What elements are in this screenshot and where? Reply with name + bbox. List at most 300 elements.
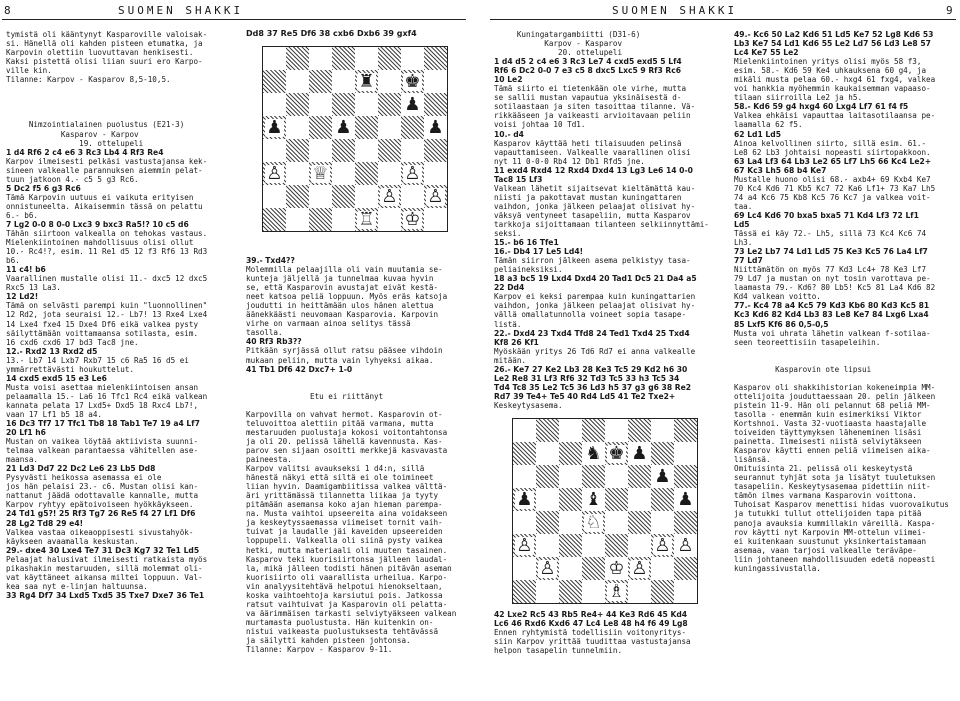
text-line: telmaa valkean parantaessa vähitellen ase- — [6, 446, 199, 456]
board-square — [536, 465, 559, 488]
board-square — [536, 534, 559, 557]
board-square — [309, 185, 332, 208]
board-square — [286, 208, 309, 231]
text-line: Karpov valitsi avaukseksi 1 d4:n, sillä — [246, 464, 425, 474]
text-line: 58.- Kd6 59 g4 hxg4 60 Lxg4 Lf7 61 f4 f5 — [734, 102, 909, 112]
text-line: tilaan siirroilla Le2 ja h5. — [734, 93, 863, 103]
text-line: Mustalle huono olisi 68.- axb4+ 69 Kxb4 Ke7 — [734, 174, 931, 184]
chess-piece-icon: ♙ — [381, 185, 398, 207]
board-square — [582, 488, 605, 511]
board-square — [263, 116, 286, 139]
chess-piece-icon: ♟ — [516, 488, 533, 510]
board-square — [378, 139, 401, 162]
text-line: Karpov - Kasparov — [494, 39, 623, 49]
text-line: parov sen sijaan osoitti merkkejä kasvavasta — [246, 445, 448, 455]
text-line: Pelaajat halusivat ilmeisesti ratkaista myös — [6, 554, 208, 564]
text-line: tasolla. — [246, 328, 283, 338]
text-line: 26.- Ke7 27 Ke2 Lb3 28 Ke3 Tc5 29 Kd2 h6 30 — [494, 364, 688, 374]
text-line: rov käytti nyt Karpovin MM-ottelun viimei- — [734, 527, 927, 537]
text-line: se, että Kasparovin avustajat eivät kestä- — [246, 283, 439, 293]
chess-piece-icon: ♙ — [631, 557, 648, 579]
text-line: säilyttämään voittamaansa sotilasta, esim. — [6, 328, 199, 338]
text-line: Lb3 Ke7 54 Ld1 Kd6 55 Le2 Ld7 56 Ld3 Le8 57 — [734, 39, 931, 49]
text-line: rikkääseen ja vaikeasti arvioitavaan peliin — [494, 111, 691, 121]
right-page-number: 9 — [946, 4, 956, 17]
text-line — [734, 356, 958, 365]
board-square — [424, 93, 447, 116]
board-square — [559, 442, 582, 465]
chess-piece-icon: ♟ — [677, 488, 694, 510]
chess-piece-icon: ♘ — [585, 511, 602, 533]
text-line: hetki, mutta materiaali oli muuten tasainen. — [246, 545, 448, 555]
text-line: seksi. — [494, 229, 522, 239]
text-line: se sallii mustan vapautua yksinäisestä d- — [494, 93, 682, 103]
text-line: liian hyvin. Daamigambiitissa valkea välttä- — [246, 482, 448, 492]
board-square — [674, 419, 697, 442]
board-square — [401, 93, 424, 116]
board-square — [582, 419, 605, 442]
left-page-title: SUOMEN SHAKKI — [118, 4, 244, 17]
text-line: Kasparov oli shakkihistorian kokeneimpia MM- — [734, 382, 936, 392]
text-line: vin analyysitehtävä helpotui hienokseltaan, — [246, 581, 443, 591]
board-square — [559, 511, 582, 534]
board-square — [424, 208, 447, 231]
board-square — [628, 419, 651, 442]
text-line: taa. — [734, 201, 753, 211]
board-square — [674, 557, 697, 580]
text-line: b6. — [6, 256, 20, 266]
text-line: na. Musta vaihtoi upseereita aina voidakseen — [246, 509, 448, 519]
text-line: Niittämätön on myös 77 Kd3 Lc4+ 78 Ke3 Lf7 — [734, 265, 927, 275]
text-line: virhe on varmaan ainoa selitys tässä — [246, 319, 411, 329]
text-line: ville kin. — [6, 66, 52, 76]
board-square — [263, 185, 286, 208]
left-page-number: 8 — [4, 4, 14, 17]
text-line: siin Karpov yrittää tuudittaa vastustajansa — [494, 637, 691, 647]
text-line: nyt 11 0-0-0 Rb4 12 Db1 Rfd5 jne. — [494, 156, 645, 166]
chess-piece-icon: ♜ — [358, 70, 375, 92]
board-square — [628, 465, 651, 488]
text-line: Kaksi pistettä olisi liian suuri ero Karpo- — [6, 57, 203, 67]
chess-piece-icon: ♙ — [539, 557, 556, 579]
board-square — [513, 442, 536, 465]
board-square — [628, 488, 651, 511]
text-line — [246, 374, 476, 383]
chess-piece-icon: ♙ — [404, 162, 421, 184]
board-square — [401, 139, 424, 162]
text-line: Tilanne: Karpov - Kasparov 9-11. — [246, 645, 393, 655]
text-line: ja tutukki tullut ottelijoiden tapa pitää — [734, 509, 922, 519]
text-line: vaihdon, jonka jälkeen pelaajat olisivat hy- — [494, 201, 696, 211]
chess-piece-icon: ♝ — [585, 488, 602, 510]
board-square — [628, 442, 651, 465]
column-3-lower-text — [494, 610, 722, 655]
column-3-text — [494, 30, 722, 410]
text-line: 73 Le2 Lb7 74 Ld1 Ld5 75 Ke3 Kc5 76 La4 Lf7 — [734, 247, 928, 257]
text-line: tarkkoja sijoittamaan tilanteen selkiinnyttämi- — [494, 219, 709, 229]
text-line: 70 Kc4 Kd6 71 Kb5 Kc7 72 Ka6 Lf1+ 73 Ka7 Lh5 — [734, 183, 936, 193]
text-line: Tämä on selvästi parempi kuin "luonnollinen" — [6, 301, 208, 311]
board-square — [424, 70, 447, 93]
text-line: 14 Lxe4 fxe4 15 Dxe4 Df6 eikä valkea pysty — [6, 319, 199, 329]
text-line — [734, 374, 958, 383]
text-line: asemaa, vaan tarjosi valkealle teräväpe- — [734, 545, 917, 555]
text-line: tämön ilmes varmana Kasparovin voittona. — [734, 491, 917, 501]
board-square — [309, 208, 332, 231]
board-square — [378, 185, 401, 208]
chess-piece-icon: ♟ — [631, 442, 648, 464]
chess-piece-icon: ♞ — [585, 442, 602, 464]
board-square — [286, 162, 309, 185]
text-line: kuorisiirto oli vaarallista urheilua. Karpo- — [246, 572, 448, 582]
board-square — [309, 139, 332, 162]
chess-piece-icon: ♟ — [427, 116, 444, 138]
board-square — [605, 488, 628, 511]
board-square — [286, 139, 309, 162]
text-line: peliaineksiksi. — [494, 265, 563, 275]
text-line: kea saa nyt e-linjan haltuunsa. — [6, 581, 148, 591]
text-line: si. Hänellä oli kahden pisteen etumatka, ja — [6, 39, 203, 49]
right-column-text — [734, 30, 958, 573]
text-line: lisänsä. — [734, 455, 771, 465]
text-line: 79 Ld7 ja mustan on nyt tosin varottava pe- — [734, 274, 931, 284]
text-line: 63 La4 Lf3 64 Lb3 Le2 65 Lf7 Lh5 66 Kc4 Le2+ — [734, 156, 932, 166]
text-line: 22.- Dxd4 23 Txd4 Tfd8 24 Ted1 Txd4 25 Txd4 — [494, 328, 690, 338]
text-line: 33 Rg4 Df7 34 Lxd5 Txd5 35 Txe7 Dxe7 36 Te1 — [6, 590, 205, 600]
board-square — [536, 580, 559, 603]
text-line — [6, 102, 242, 111]
text-line: 41 Tb1 Df6 42 Dxc7+ 1-0 — [246, 364, 353, 374]
text-line: kunteja jäljellä ja tunnelmaa kuvaa hyvin — [246, 274, 434, 284]
board-square — [355, 47, 378, 70]
text-line: voi hankkia myöhemmin kaukaisemman vapaaso- — [734, 84, 931, 94]
text-line: 11 c4! b6 — [6, 265, 46, 275]
board-square — [513, 557, 536, 580]
text-line: ottelijoita jouduttaessaan 20. pelin jälkeen — [734, 391, 936, 401]
text-line: Keskeytysasema. — [494, 400, 563, 410]
text-line: Nimzointialainen puolustus (E21-3) — [6, 120, 185, 130]
board-square — [286, 70, 309, 93]
board-square — [582, 465, 605, 488]
text-line: tasapeliin. Keskeytysasemaa pidettiin niit- — [734, 482, 931, 492]
text-line: joudutti in heittämään ulos hänen alettua — [246, 301, 434, 311]
board-square — [628, 557, 651, 580]
text-line: Td4 Tc8 35 Le2 Tc5 36 Ld3 h5 37 g3 g6 38 Re2 — [494, 382, 692, 392]
board-square — [286, 93, 309, 116]
text-line: Omituisinta 21. pelissä oli keskeytystä — [734, 464, 913, 474]
text-line: va äärimmäisen tarkasti selviytyäkseen valkean — [246, 608, 457, 618]
text-line: sineen valkealle parannuksen aiemmin pelat- — [6, 165, 203, 175]
text-line: ymmärrettävästi houkuttelut. — [6, 364, 135, 374]
text-line: 10 Le2 — [494, 75, 523, 85]
chess-piece-icon: ♙ — [427, 185, 444, 207]
text-line: 39.- Txd4?? — [246, 256, 295, 265]
text-line: Tässä ei käy 72.- Lh5, sillä 73 Kc4 Kc6 74 — [734, 229, 927, 239]
text-line: Tähän siirtoon valkealla on tehokas vastaus. — [6, 229, 208, 239]
text-line: murtamasta puolustusta. Hän kuitenkin on- — [246, 617, 434, 627]
text-line: onnistuneelta. Aikaisemmin tässä on pelattu — [6, 201, 203, 211]
board-square — [582, 442, 605, 465]
board-square — [309, 47, 332, 70]
board-square — [674, 511, 697, 534]
text-line: loppupeli. Valkealla oli siinä pysty vaikea — [246, 536, 443, 546]
text-line: Valkea vastaa oikeaoppisesti sivustahyök- — [6, 527, 194, 537]
board-square — [286, 116, 309, 139]
text-line: 15.- b6 16 Tfe1 — [494, 238, 559, 248]
chess-piece-icon: ♙ — [516, 534, 533, 556]
text-line: niisti ja pakottavat mustan kuningattaren — [494, 192, 682, 202]
board-square — [605, 511, 628, 534]
board-square — [332, 93, 355, 116]
text-line: toiveiden täyttymyksen läheneminen lisäsi — [734, 428, 922, 438]
text-line: 21 Ld3 Dd7 22 Dc2 Le6 23 Lb5 Dd8 — [6, 464, 156, 474]
text-line: ja keskeytyssaemassa viimeiset tornit vaih- — [246, 518, 443, 528]
text-line: Kuningatargambiitti (D31-6) — [494, 30, 641, 39]
text-line — [6, 111, 242, 120]
text-line: jos hän pelaisi 23.- c6. Mustan olisi kan- — [6, 482, 199, 492]
board-square — [355, 139, 378, 162]
text-line: ratsut vaihtuivat ja Kasparovin oli pelatta- — [246, 599, 448, 609]
text-line: panoja avauksia kummillakin väreillä. Kaspa- — [734, 518, 936, 528]
board-square — [651, 511, 674, 534]
board-square — [424, 162, 447, 185]
chess-piece-icon: ♙ — [654, 534, 671, 556]
board-square — [378, 162, 401, 185]
board-square — [674, 488, 697, 511]
text-line: Tämä siirto ei tietenkään ole virhe, mutta — [494, 84, 687, 94]
text-line: Valkea ehkäisi vapauttaa laitasotilaansa pe- — [734, 111, 936, 121]
text-line: Ainoa kelvollinen siirto, sillä esim. 61.- — [734, 138, 927, 148]
text-line: esim. 58.- Kd6 59 Ke4 uhkauksena 60 g4, ja — [734, 66, 927, 76]
board-square — [559, 534, 582, 557]
text-line: Tilanne: Karpov - Kasparov 8,5-10,5. — [6, 75, 171, 85]
text-line — [246, 383, 476, 392]
text-line: Musta voisi asettaa mielenkiintoisen ansan — [6, 382, 199, 392]
board-square — [674, 465, 697, 488]
text-line: seen teoreettisiin tasapeleihin. — [734, 337, 881, 347]
board-square — [513, 511, 536, 534]
text-line: 12 Rd2, jota seuraisi 12.- Lb7! 13 Rxe4 Lxe4 — [6, 310, 208, 320]
text-line: Musta voi uhrata lähetin valkean f-sotilaa- — [734, 328, 931, 338]
text-line: 24 Td1 g5?! 25 Rf3 Tg7 26 Re5 f4 27 Lf1 Df6 — [6, 509, 196, 519]
left-column-text — [6, 30, 242, 600]
text-line: 1 d4 d5 2 c4 e6 3 Rc3 Le7 4 cxd5 exd5 5 Lf4 — [494, 57, 682, 67]
text-line: 14 cxd5 exd5 15 e3 Le6 — [6, 373, 107, 383]
text-line: Karpovilla on vahvat hermot. Kasparovin ot- — [246, 409, 443, 419]
chess-piece-icon: ♚ — [608, 442, 625, 464]
board-square — [628, 580, 651, 603]
board-square — [536, 557, 559, 580]
text-line: laamalla 62 f5. — [734, 120, 803, 130]
text-line: Kd4 valkean voitto. — [734, 292, 821, 302]
chess-piece-icon: ♗ — [608, 580, 625, 602]
text-line: 6.- b6. — [6, 210, 39, 220]
text-line: Pitkään syrjässä ollut ratsu pääsee vihdoin — [246, 346, 443, 356]
text-line: 67 Kc3 Lh5 68 b4 Ke7 — [734, 165, 827, 175]
text-line: 12.- Rxd2 13 Rxd2 d5 — [6, 346, 98, 356]
text-line: Karpov ilmeisesti pelkäsi vastustajansa kek- — [6, 156, 208, 166]
board-square — [286, 47, 309, 70]
text-line: Le2 Re8 31 Lf3 Rf6 32 Td3 Tc5 33 h3 Tc5 34 — [494, 373, 680, 383]
board-square — [309, 116, 332, 139]
board-square — [628, 534, 651, 557]
board-square — [536, 419, 559, 442]
text-line: äri yrittämässä tilannetta liikaa ja tyyty — [246, 491, 439, 501]
text-line: 5 Dc2 f5 6 g3 Rc6 — [6, 183, 81, 193]
text-line: maansa. — [6, 455, 39, 465]
board-square — [605, 534, 628, 557]
board-square — [674, 534, 697, 557]
text-line: 20 Lf1 h6 — [6, 428, 46, 438]
text-line: ja säilytti kahden pisteen johtonsa. — [246, 635, 411, 645]
text-line — [6, 84, 242, 93]
chess-piece-icon: ♟ — [404, 93, 421, 115]
text-line: Ennen ryhtymistä todellisiin voitonyritys- — [494, 628, 687, 638]
text-line: 28 Lg2 Td8 29 e4! — [6, 518, 84, 528]
text-line: kannata pelata 17 Lxd5+ Dxd5 18 Rxc4 Lb7!, — [6, 400, 199, 410]
text-line: 22 Dd4 — [494, 283, 525, 293]
board-square — [605, 580, 628, 603]
text-line: voisi johtaa 10 Td1. — [494, 120, 586, 130]
right-page-title: SUOMEN SHAKKI — [612, 4, 738, 17]
text-line: Karpov ei keksi parempaa kuin kuningattarien — [494, 292, 696, 302]
board-square — [559, 488, 582, 511]
text-line: 11 exd4 Rxd4 12 Rxd4 Dxd4 13 Lg3 Le6 14 0-0 — [494, 165, 693, 175]
board-square — [355, 116, 378, 139]
chess-piece-icon: ♟ — [654, 465, 671, 487]
text-line: mikäli musta pelaa 60.- hxg4 61 fxg4, valkea — [734, 75, 936, 85]
board-square — [378, 208, 401, 231]
text-line: väksyä ventyneet tasapeliin, mutta Kasparov — [494, 210, 691, 220]
text-line: Kasparovin ote lipsui — [734, 364, 872, 374]
board-square — [401, 208, 424, 231]
text-line: 10.- Rc4!?, esim. 11 Re1 d5 12 f3 Rf6 13 Rd3 — [6, 247, 208, 257]
board-square — [309, 93, 332, 116]
text-line: 62 Ld1 Ld5 — [734, 129, 781, 139]
board-square — [582, 534, 605, 557]
board-square — [332, 70, 355, 93]
board-square — [332, 208, 355, 231]
text-line: Karpovin olettiin luovuttavan henkisesti. — [6, 48, 194, 58]
text-line: Tuhoisat Kasparov menettisi hidas vuorovaikutus — [734, 500, 949, 510]
text-line: 40 Rf3 Rb3?? — [246, 337, 302, 347]
chess-piece-icon: ♔ — [404, 208, 421, 230]
text-line: Kortshnoi. Vasta 32-vuotiaasta haastajalle — [734, 419, 927, 429]
text-line: Kasparov teki kuorisiirtonsa jälleen laudal- — [246, 554, 448, 564]
text-line: äänekkäästi neuvomaan Kasparovia. Karpovin — [246, 310, 439, 320]
text-line: Rxc5 13 La3. — [6, 283, 61, 293]
text-line: Rd7 39 Te4+ Te5 40 Rd4 Ld5 41 Te2 Txe2+ — [494, 391, 676, 401]
board-square — [424, 185, 447, 208]
text-line: nistui vaikeasta puolustuksesta tehtävässä — [246, 626, 439, 636]
text-line: Tac8 15 Lf3 — [494, 174, 543, 184]
text-line: tuun jatkoon 4.- c5 5 g3 Rc6. — [6, 174, 139, 184]
board-square — [424, 139, 447, 162]
board-square — [332, 47, 355, 70]
text-line — [6, 93, 242, 102]
text-line: mitään. — [494, 355, 527, 365]
board-square — [401, 185, 424, 208]
text-line: 13.- Lb7 14 Lxb7 Rxb7 15 c6 Ra5 16 d5 ei — [6, 355, 189, 365]
text-line: tuivat ja laudalle jäi kaveiden upseereiden — [246, 527, 443, 537]
text-line: Etu ei riittänyt — [246, 391, 384, 401]
board-square — [309, 162, 332, 185]
text-line: 20. ottelupeli — [494, 48, 623, 58]
text-line: paineesta. — [246, 455, 292, 465]
text-line: 12 Ld2! — [6, 292, 39, 302]
board-square — [355, 162, 378, 185]
board-square — [378, 116, 401, 139]
text-line: Mustan on vaikea löytää aktiivista suunni- — [6, 437, 199, 447]
text-line: mukaan peliin, mutta vain lyhyeksi aikaa. — [246, 355, 434, 365]
board-square — [309, 70, 332, 93]
text-line: Kc3 Kd6 82 Kd4 Lb3 83 Le8 Ke7 84 Lxg6 Lxa4 — [734, 310, 929, 320]
text-line: vällä omallatunnolla voineet sopia tasape- — [494, 310, 687, 320]
text-line: kuningassivustalla. — [734, 563, 821, 573]
text-line: la, mikä jälleen todisti hänen pitävän aseman — [246, 563, 452, 573]
text-line: Kasparov käyttää heti tilaisuuden pelinsä — [494, 138, 682, 148]
text-line: helpon tasapelin tunnelmiin. — [494, 646, 623, 656]
board-square — [424, 116, 447, 139]
text-line — [734, 347, 958, 356]
text-line: tasolla - enemmän kuin esimerkiksi Viktor — [734, 409, 922, 419]
text-line: pikashakin mestaruuden, sillä molemmat oli- — [6, 563, 203, 573]
text-line: 85 Lxf5 Kf6 86 0,5-0,5 — [734, 319, 829, 329]
text-line: 74 a4 Kc6 75 Kb8 Kc5 76 Kc7 ja valkea voit- — [734, 192, 931, 202]
chess-piece-icon: ♙ — [677, 534, 694, 556]
text-line: Molemmilla pelaajilla oli vain muutamia se- — [246, 265, 443, 275]
board-square — [536, 442, 559, 465]
board-square — [401, 116, 424, 139]
text-line: Tämä Karpovin uutuus ei vaikuta erityisen — [6, 192, 194, 202]
text-line: Pysyvästi heikossa asemassa ei ole — [6, 473, 162, 483]
text-line: neet katsoa peliä loppuun. Myös eräs katsoja — [246, 292, 448, 302]
text-line: Karpov ryhtyy epätoivoiseen hyökkäykseen. — [6, 500, 194, 510]
board-square — [263, 93, 286, 116]
board-square — [513, 534, 536, 557]
text-line: sotilaastaan ja siten tasoittaa tilanne. Vä- — [494, 102, 696, 112]
board-square — [559, 419, 582, 442]
board-square — [559, 580, 582, 603]
text-line: 77.- Kc4 78 a4 Kc5 79 Kd3 Kb6 80 Kd3 Kc5 81 — [734, 301, 930, 311]
text-line: pistein 11-9. Hän oli pelannut 68 peliä MM- — [734, 400, 931, 410]
board-square — [332, 116, 355, 139]
board-square — [332, 185, 355, 208]
text-line: vat käyttäneet aikansa miltei loppuun. Val- — [6, 572, 203, 582]
text-line: Le8 62 Lb3 johtaisi nopeasti siirtopakkoon. — [734, 147, 931, 157]
text-line: vaan 17 Lf1 b5 18 a4. — [6, 409, 103, 419]
text-line: 29.- dxe4 30 Lxe4 Te7 31 Dc3 Kg7 32 Te1 Ld5 — [6, 545, 200, 555]
text-line: Myöskään yritys 26 Td6 Rd7 ei anna valkealle — [494, 346, 696, 356]
board-square — [559, 465, 582, 488]
board-square — [332, 139, 355, 162]
text-line: Kf8 26 Kf1 — [494, 337, 539, 347]
board-square — [651, 580, 674, 603]
text-line: hänestä näkyi että siltä ei ole toimineet — [246, 473, 434, 483]
text-line: Lc4 Ke7 55 Le2 — [734, 48, 799, 58]
chess-piece-icon: ♟ — [335, 116, 352, 138]
text-line: Tämän siirron jälkeen asema pelkistyy tasa- — [494, 256, 691, 266]
board-square — [513, 580, 536, 603]
text-line: 18 a3 bc5 19 Lxd4 Dxd4 20 Tad1 Dc5 21 Da4 a5 — [494, 274, 697, 284]
text-line: seurannut tyhjät sota ja lisätyt tuuletuksen — [734, 473, 936, 483]
middle-column-text — [246, 256, 476, 654]
board-square — [605, 442, 628, 465]
board-square — [582, 580, 605, 603]
text-line: 77 Ld7 — [734, 256, 763, 266]
board-square — [513, 465, 536, 488]
board-square — [263, 139, 286, 162]
